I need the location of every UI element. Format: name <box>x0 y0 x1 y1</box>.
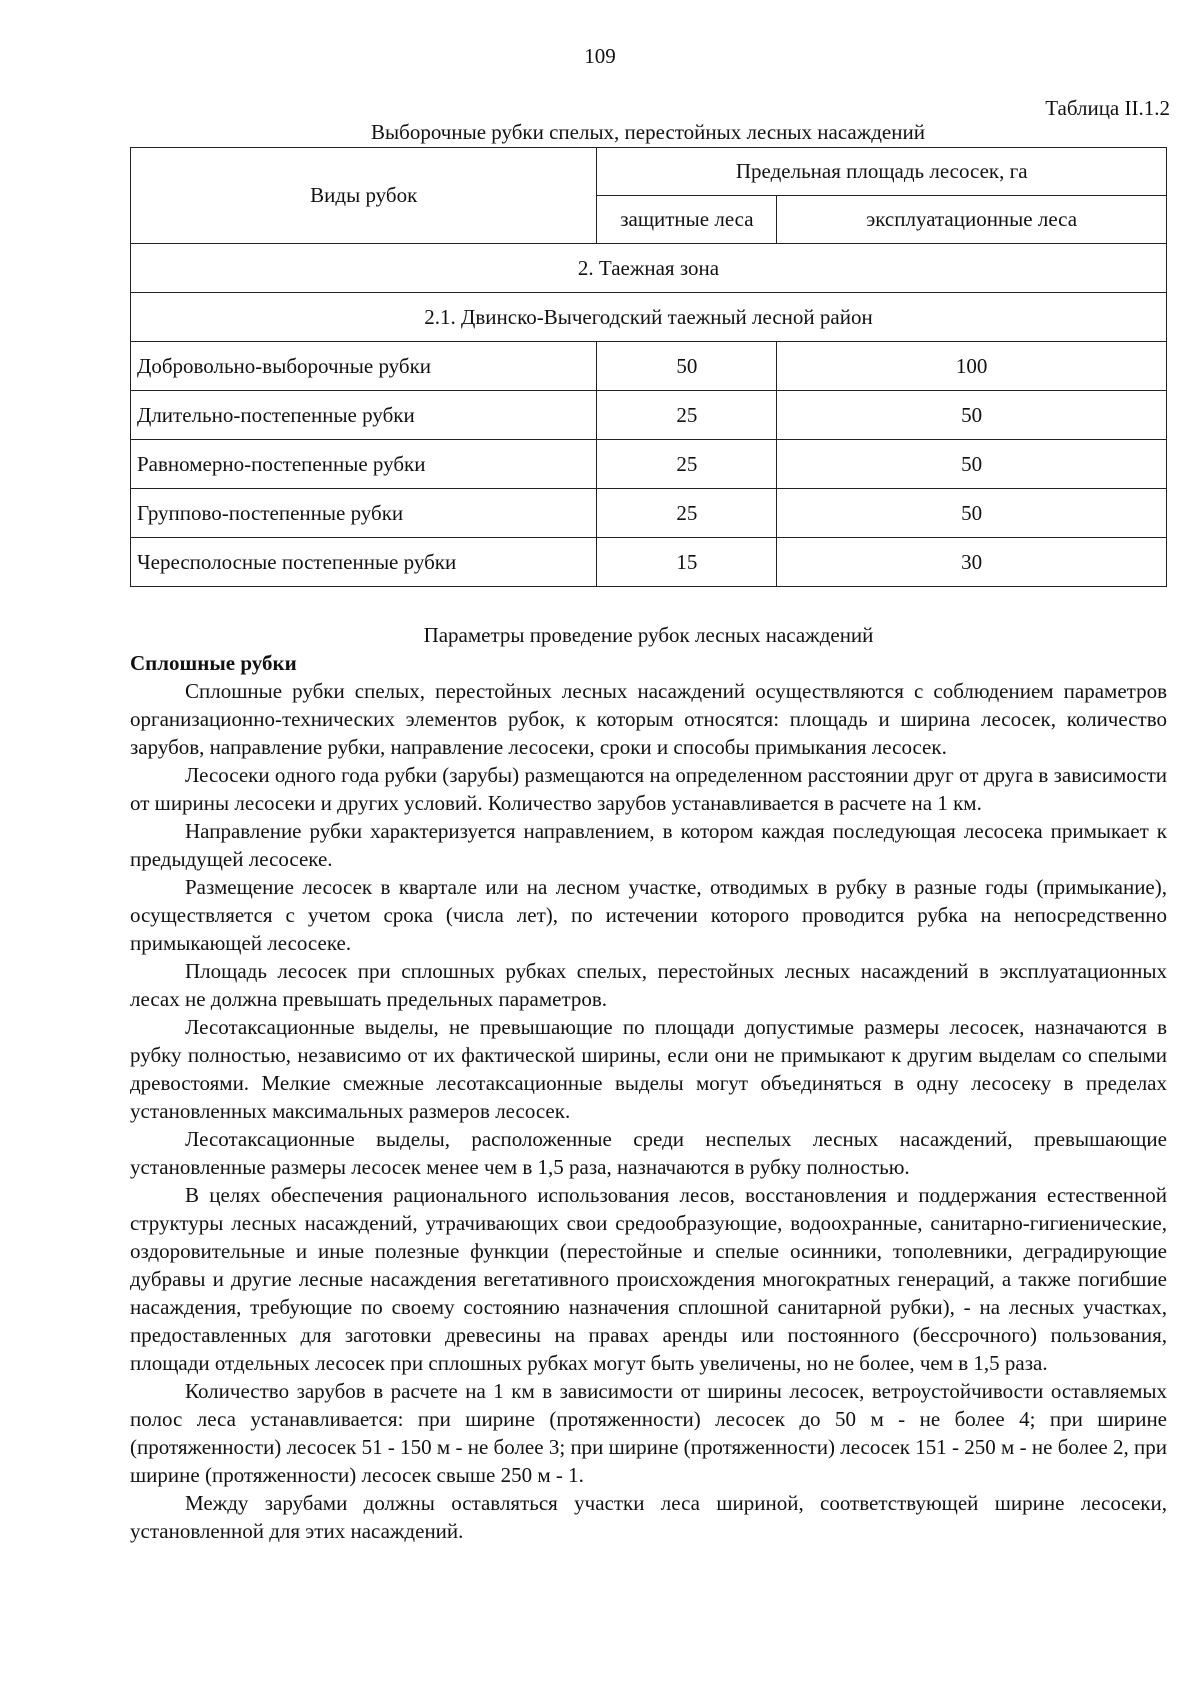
row-name: Группово-постепенные рубки <box>131 489 597 538</box>
table-row <box>131 489 1167 538</box>
district-row: 2.1. Двинско-Вычегодский таежный лесной район <box>131 293 1167 342</box>
row-exploitation: 30 <box>777 538 1167 587</box>
row-exploitation: 50 <box>777 440 1167 489</box>
section-heading: Сплошные рубки <box>130 651 297 675</box>
table-row <box>131 342 1167 391</box>
header-exploitation: эксплуатационные леса <box>777 196 1167 244</box>
table-row <box>131 440 1167 489</box>
table-row <box>131 391 1167 440</box>
paragraph: Площадь лесосек при сплошных рубках спелых, перестойных лесных насаждений в эксплуатационных лесах не должна превышать предельных параметров. <box>130 959 1167 1011</box>
paragraph: Направление рубки характеризуется направлением, в котором каждая последующая лесосека примыкает к предыдущей лесосеке. <box>130 819 1167 871</box>
row-exploitation: 50 <box>777 489 1167 538</box>
paragraph: Сплошные рубки спелых, перестойных лесных насаждений осуществляются с соблюдением параметров организационно-технических элементов рубок, к которым относятся: площадь и ширина лесосек, количество зарубов, направление рубки, направление лесосеки, сроки и способы примыкания лесосек. <box>130 679 1167 759</box>
row-protective: 25 <box>597 391 777 440</box>
row-name: Длительно-постепенные рубки <box>131 391 597 440</box>
table-row <box>131 538 1167 587</box>
table-title: Выборочные рубки спелых, перестойных лесных насаждений <box>371 120 925 144</box>
paragraph: Размещение лесосек в квартале или на лесном участке, отводимых в рубку в разные годы (примыкание), осуществляется с учетом срока (числа лет), по истечении которого проводится рубка на непосредственно примыкающей лесосеке. <box>130 875 1167 955</box>
row-name: Чересполосные постепенные рубки <box>131 538 597 587</box>
row-name: Равномерно-постепенные рубки <box>131 440 597 489</box>
paragraph: Лесотаксационные выделы, расположенные среди неспелых лесных насаждений, превышающие установленные размеры лесосек менее чем в 1,5 раза, назначаются в рубку полностью. <box>130 1127 1167 1179</box>
paragraph: Лесосеки одного года рубки (зарубы) размещаются на определенном расстоянии друг от друга в зависимости от ширины лесосеки и других условий. Количество зарубов устанавливается в расчете на 1 км. <box>130 763 1167 815</box>
table-label: Таблица II.1.2 <box>1045 96 1170 120</box>
page-number: 109 <box>584 44 616 68</box>
header-protective: защитные леса <box>597 196 777 244</box>
section-title: Параметры проведение рубок лесных насаждений <box>423 623 874 647</box>
paragraph: Между зарубами должны оставляться участки леса шириной, соответствующей ширине лесосеки, установленной для этих насаждений. <box>130 1491 1167 1543</box>
row-protective: 50 <box>597 342 777 391</box>
zone-row: 2. Таежная зона <box>131 244 1167 293</box>
row-exploitation: 100 <box>777 342 1167 391</box>
row-name: Добровольно-выборочные рубки <box>131 342 597 391</box>
paragraph: В целях обеспечения рационального использования лесов, восстановления и поддержания естественной структуры лесных насаждений, утрачивающих свои средообразующие, водоохранные, санитарно-гигиенические, оздоровительные и иные полезные функции (перестойные и спелые осинники, тополевники, деградирующие дубравы и другие лесные насаждения вегетативного происхождения многократных генераций, а также погибшие насаждения, требующие по своему состоянию назначения сплошной санитарной рубки), - на лесных участках, предоставленных для заготовки древесины на правах аренды или постоянного (бессрочного) пользования, площади отдельных лесосек при сплошных рубках могут быть увеличены, но не более, чем в 1,5 раза. <box>130 1183 1167 1375</box>
row-protective: 15 <box>597 538 777 587</box>
row-protective: 25 <box>597 489 777 538</box>
logging-table <box>130 147 1167 587</box>
paragraph: Количество зарубов в расчете на 1 км в зависимости от ширины лесосек, ветроустойчивости оставляемых полос леса устанавливается: при ширине (протяженности) лесосек до 50 м - не более 4; при ширине (протяженности) лесосек 51 - 150 м - не более 3; при ширине (протяженности) лесосек 151 - 250 м - не более 2, при ширине (протяженности) лесосек свыше 250 м - 1. <box>130 1379 1167 1487</box>
row-exploitation: 50 <box>777 391 1167 440</box>
header-type: Виды рубок <box>131 148 597 244</box>
body-text <box>130 621 1167 1545</box>
row-protective: 25 <box>597 440 777 489</box>
paragraph: Лесотаксационные выделы, не превышающие по площади допустимые размеры лесосек, назначаются в рубку полностью, независимо от их фактической ширины, если они не примыкают к другим выделам со спелыми древостоями. Мелкие смежные лесотаксационные выделы могут объединяться в одну лесосеку в пределах установленных максимальных размеров лесосек. <box>130 1015 1167 1123</box>
header-area: Предельная площадь лесосек, га <box>597 148 1167 196</box>
